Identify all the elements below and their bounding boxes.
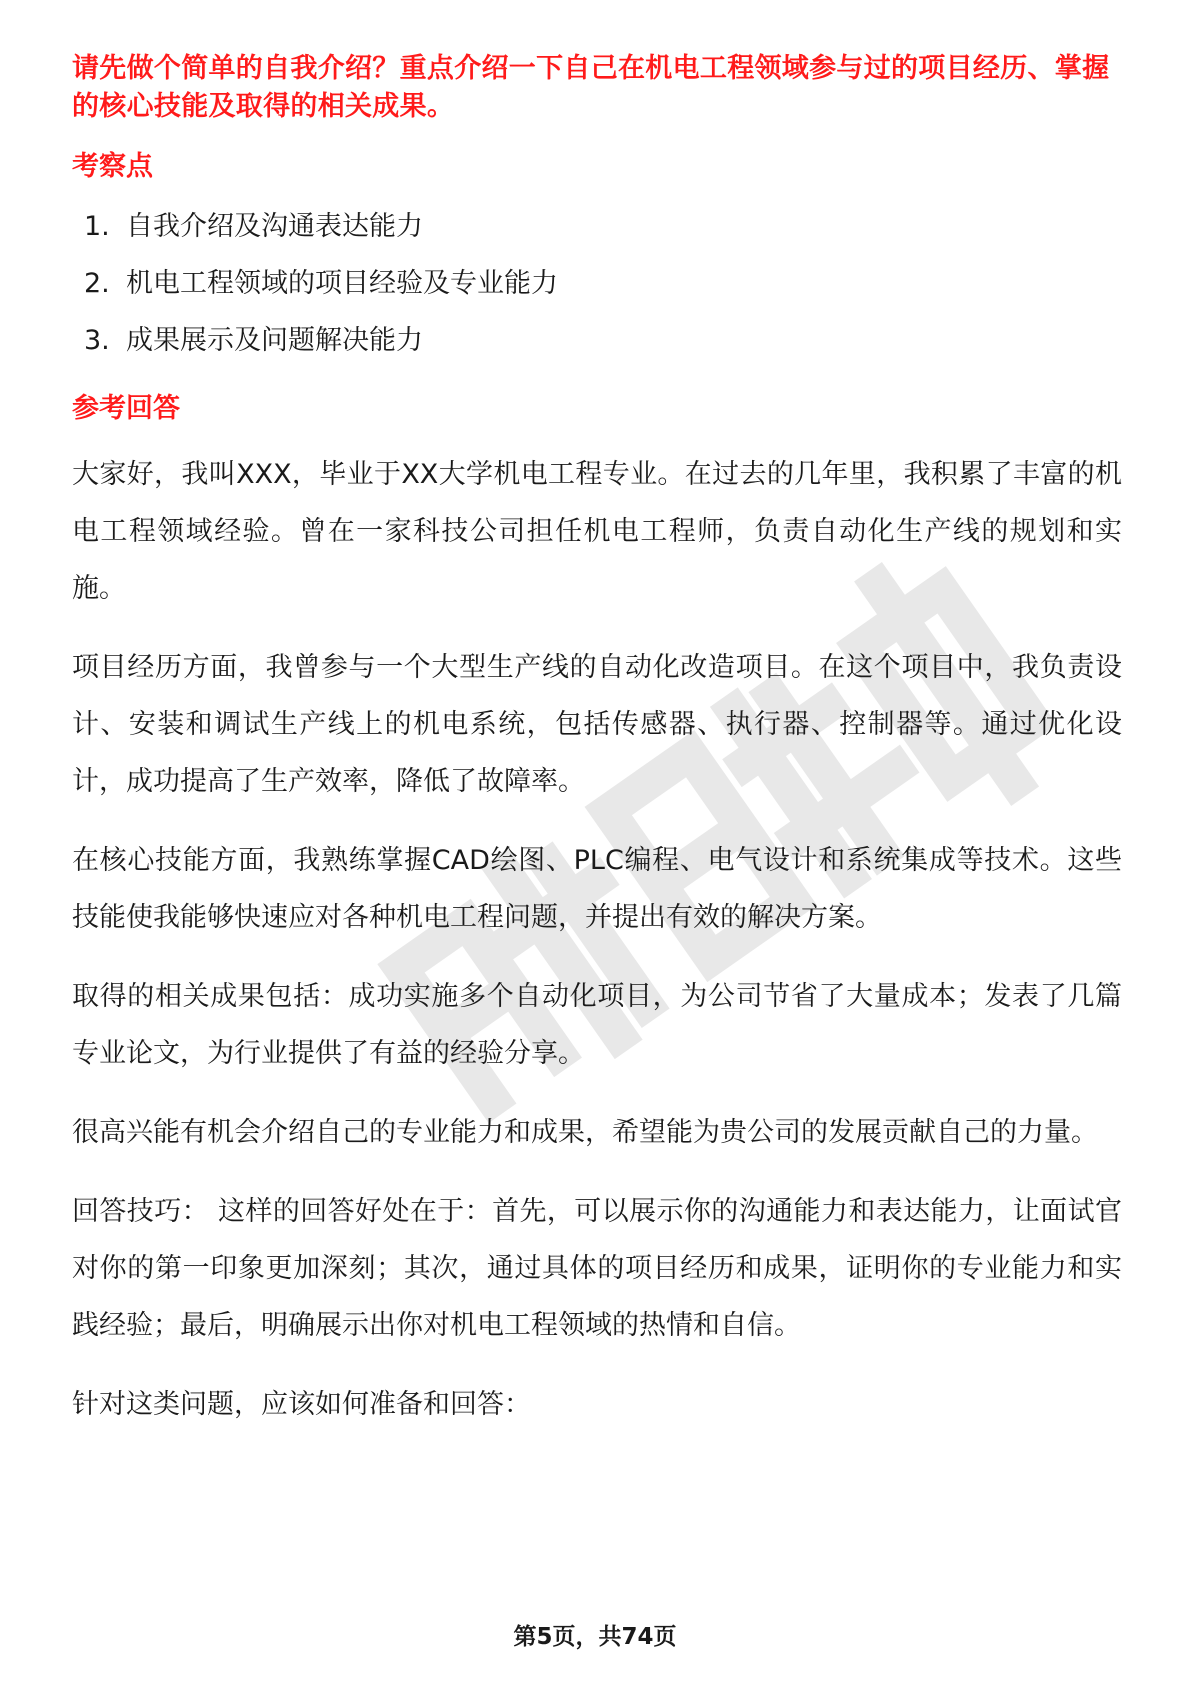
list-item-text: 成果展示及问题解决能力 (126, 325, 423, 356)
answer-paragraph-closing: 很高兴能有机会介绍自己的专业能力和成果，希望能为贵公司的发展贡献自己的力量。 (72, 1117, 1098, 1148)
list-item-text: 自我介绍及沟通表达能力 (126, 211, 423, 242)
preparation-paragraph: 针对这类问题，应该如何准备和回答： (72, 1389, 531, 1420)
points-title: 考察点 (72, 151, 153, 182)
list-item (72, 322, 1122, 360)
answer-paragraph-project: 项目经历方面，我曾参与一个大型生产线的自动化改造项目。在这个项目中，我负责设计、安装和调试生产线上的机电系统，包括传感器、执行器、控制器等。通过优化设计，成功提高了生产效率，降低了故障率。 (72, 652, 1122, 797)
list-item-number: 2. (84, 268, 110, 299)
answer-tips-paragraph: 回答技巧： 这样的回答好处在于：首先，可以展示你的沟通能力和表达能力，让面试官对你的第一印象更加深刻；其次，通过具体的项目经历和成果，证明你的专业能力和实践经验；最后，明确展示出你对机电工程领域的热情和自信。 (72, 1196, 1122, 1341)
list-item-number: 1. (84, 211, 110, 242)
document-page (72, 50, 1122, 1455)
list-item (72, 265, 1122, 303)
answer-paragraph-achievements: 取得的相关成果包括：成功实施多个自动化项目，为公司节省了大量成本；发表了几篇专业论文，为行业提供了有益的经验分享。 (72, 981, 1122, 1069)
list-item (72, 208, 1122, 246)
answer-paragraph-intro: 大家好，我叫XXX，毕业于XX大学机电工程专业。在过去的几年里，我积累了丰富的机电工程领域经验。曾在一家科技公司担任机电工程师，负责自动化生产线的规划和实施。 (72, 459, 1122, 604)
answer-paragraph-skills: 在核心技能方面，我熟练掌握CAD绘图、PLC编程、电气设计和系统集成等技术。这些技能使我能够快速应对各种机电工程问题，并提出有效的解决方案。 (72, 845, 1122, 933)
question-heading: 请先做个简单的自我介绍？重点介绍一下自己在机电工程领域参与过的项目经历、掌握的核心技能及取得的相关成果。 (72, 53, 1110, 122)
page-number-footer: 第5页，共74页 (513, 1624, 677, 1650)
list-item-text: 机电工程领域的项目经验及专业能力 (126, 268, 558, 299)
list-item-number: 3. (84, 325, 110, 356)
answer-title: 参考回答 (72, 393, 180, 424)
points-list (72, 208, 1122, 360)
